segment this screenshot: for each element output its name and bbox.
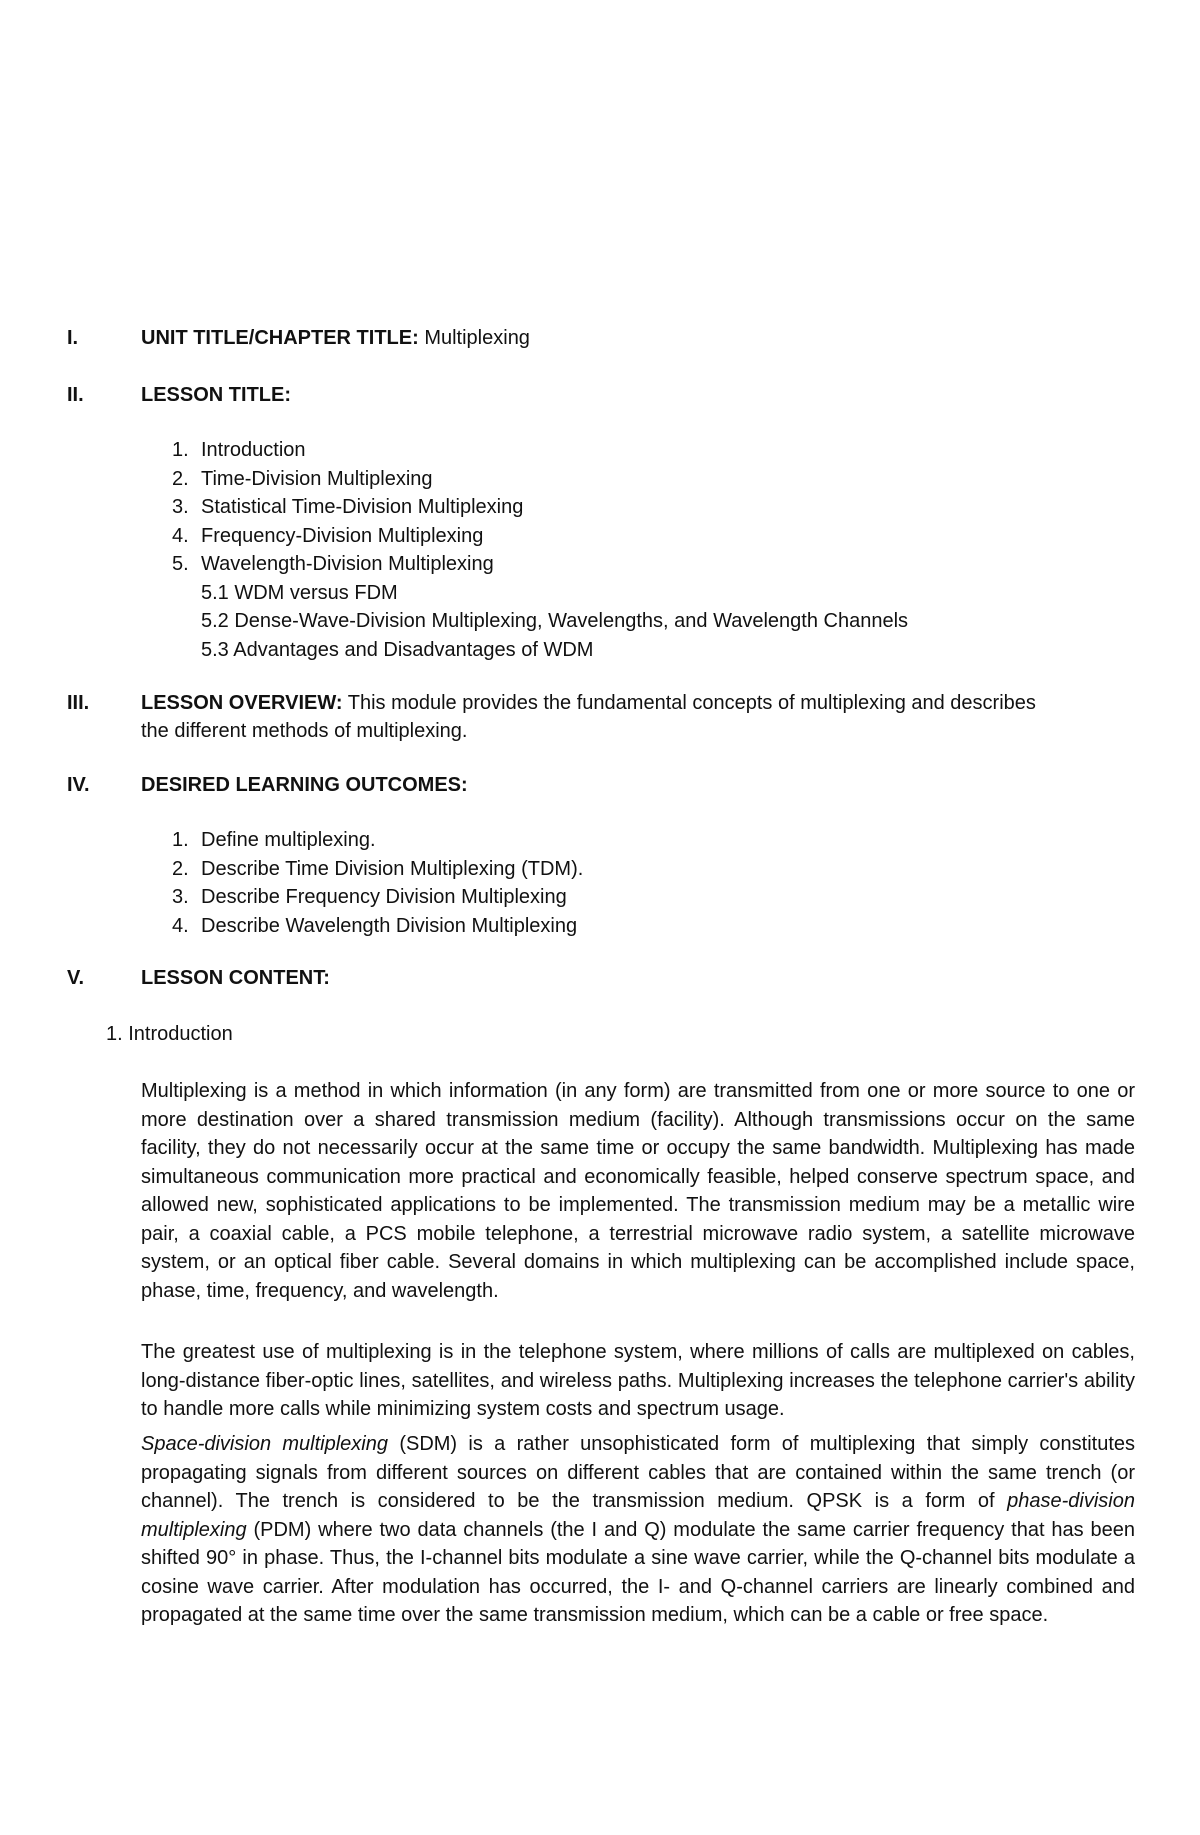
- list-subitem: 5.2 Dense-Wave-Division Multiplexing, Wavelengths, and Wavelength Channels: [201, 610, 909, 632]
- list-item-text: Frequency-Division Multiplexing: [201, 524, 484, 547]
- list-item-text: Statistical Time-Division Multiplexing: [201, 496, 524, 518]
- content-heading-line: [141, 964, 1131, 992]
- unit-title-line: [141, 324, 1131, 352]
- lesson-title-heading: LESSON TITLE:: [141, 384, 291, 406]
- list-subitem: 5.3 Advantages and Disadvantages of WDM: [201, 638, 594, 661]
- outcome-list: [172, 826, 583, 940]
- unit-title-heading: UNIT TITLE/CHAPTER TITLE:: [141, 327, 419, 349]
- lesson-topic-list: [172, 436, 908, 664]
- unit-title-value: Multiplexing: [424, 327, 530, 349]
- subsection-title: 1. Introduction: [106, 1023, 233, 1045]
- list-item-number: 3.: [172, 496, 189, 518]
- list-item: [172, 826, 583, 855]
- section-numeral: V.: [67, 967, 85, 989]
- list-item: [172, 493, 908, 522]
- list-item-text: Describe Wavelength Division Multiplexing: [201, 914, 578, 937]
- list-item-number: 2.: [172, 857, 189, 880]
- list-item-number: 1.: [172, 439, 189, 461]
- list-item: [172, 465, 908, 494]
- list-item-text: Describe Time Division Multiplexing (TDM).: [201, 857, 584, 880]
- overview-text: This module provides the fundamental concepts of multiplexing and describes: [347, 692, 1036, 714]
- paragraph-sdm-pdm: [141, 1430, 1135, 1630]
- paragraph-intro: Multiplexing is a method in which information (in any form) are transmitted from one or more source to one or more destination over a shared transmission medium (facility). Although transmissions occur on the same facility, they do not necessarily occur at the same time or occupy the same bandwidth. Multiplexing has made simultaneous communication more practical and economically feasible, helped conserve spectrum space, and allowed new, sophisticated applications to be implemented. The transmission medium may be a metallic wire pair, a coaxial cable, a PCS mobile telephone, a terrestrial microwave radio system, a satellite microwave system, or an optical fiber cable. Several domains in which multiplexing can be accomplished include space, phase, time, frequency, and wavelength.: [141, 1080, 1135, 1302]
- list-item-number: 3.: [172, 886, 189, 908]
- list-item: [172, 550, 908, 579]
- section-numeral: II.: [67, 384, 84, 406]
- list-subitem: 5.1 WDM versus FDM: [201, 581, 398, 604]
- list-item-number: 5.: [172, 553, 189, 575]
- overview-line-2: the different methods of multiplexing.: [141, 720, 468, 742]
- content-heading: LESSON CONTENT:: [141, 967, 330, 989]
- list-item: [172, 436, 908, 465]
- section-numeral: III.: [67, 692, 90, 714]
- list-item: [172, 855, 583, 884]
- list-item: [172, 912, 583, 941]
- list-item-text: Define multiplexing.: [201, 829, 376, 851]
- list-item-number: 1.: [172, 829, 189, 851]
- list-item-number: 4.: [172, 914, 189, 937]
- section-numeral: IV.: [67, 774, 90, 796]
- lesson-title-line: [141, 381, 1131, 409]
- section-numeral: I.: [67, 327, 79, 349]
- paragraph-text: (PDM) where two data channels (the I and Q) modulate the same carrier frequency that has been shifted 90° in phase. Thus, the I-channel bits modulate a sine wave carrier, while the Q-channel bits modulate a cosine wave carrier. After modulation has occurred, the I- and Q-channel carriers are linearly combined and propagated at the same time over the same transmission medium, which can be a cable or free space.: [141, 1518, 1135, 1626]
- list-item-number: 4.: [172, 524, 189, 547]
- list-item-number: 2.: [172, 467, 189, 490]
- outcomes-heading-line: [141, 771, 1131, 799]
- list-item: [172, 522, 908, 551]
- list-item: [172, 883, 583, 912]
- overview-line-1: [141, 689, 1131, 717]
- term-pdm: phase-division multiplexing: [141, 1490, 1135, 1541]
- list-item-text: Introduction: [201, 439, 306, 461]
- overview-heading: LESSON OVERVIEW:: [141, 692, 343, 714]
- list-item-text: Time-Division Multiplexing: [201, 467, 433, 490]
- term-sdm: Space-division multiplexing: [141, 1433, 388, 1455]
- list-item-text: Wavelength-Division Multiplexing: [201, 553, 494, 575]
- outcomes-heading: DESIRED LEARNING OUTCOMES:: [141, 774, 468, 796]
- list-item-text: Describe Frequency Division Multiplexing: [201, 886, 567, 908]
- paragraph-telephone: The greatest use of multiplexing is in the telephone system, where millions of calls are multiplexed on cables, long-distance fiber-optic lines, satellites, and wireless paths. Multiplexing increases the telephone carrier's ability to handle more calls while minimizing system costs and spectrum usage.: [141, 1341, 1135, 1420]
- paragraph-text: (SDM) is a rather unsophisticated form of multiplexing that simply constitutes propagating signals from different sources on different cables that are contained within the same trench (or channel). The trench is considered to be the transmission medium. QPSK is a form of: [141, 1433, 1135, 1512]
